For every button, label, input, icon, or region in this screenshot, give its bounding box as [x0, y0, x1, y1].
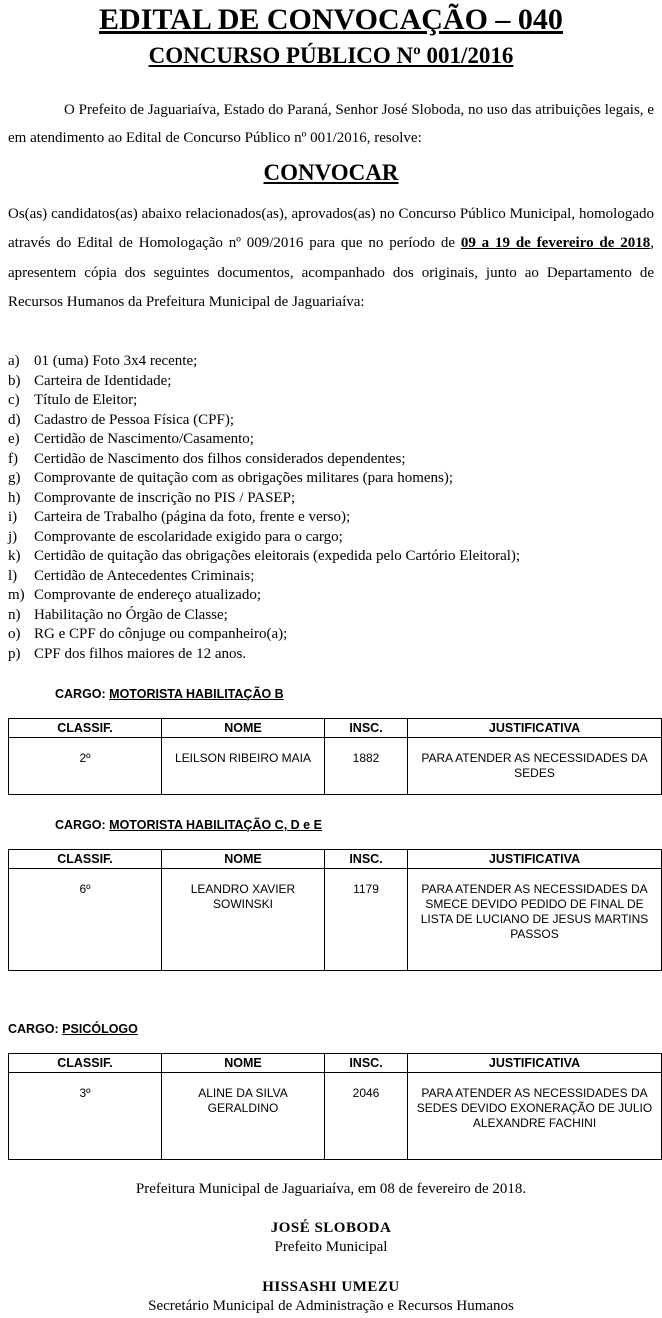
- list-letter: n): [8, 606, 21, 623]
- header-justificativa: JUSTIFICATIVA: [408, 1054, 662, 1073]
- header-justificativa: JUSTIFICATIVA: [408, 850, 662, 869]
- cell-nome: LEILSON RIBEIRO MAIA: [162, 738, 325, 795]
- document-title: EDITAL DE CONVOCAÇÃO – 040: [99, 3, 563, 36]
- list-letter: j): [8, 528, 18, 545]
- list-letter: o): [8, 626, 21, 642]
- header-insc: INSC.: [325, 719, 408, 738]
- list-letter: d): [8, 411, 21, 428]
- list-letter: g): [8, 470, 21, 486]
- header-nome: NOME: [162, 850, 325, 869]
- body-paragraph: [8, 200, 654, 318]
- cell-nome: LEANDRO XAVIER SOWINSKI: [162, 869, 325, 971]
- list-letter: h): [8, 489, 21, 506]
- list-item: [8, 586, 648, 606]
- table-header-row: [9, 850, 662, 869]
- list-letter: e): [8, 431, 20, 447]
- cell-classif: 3º: [9, 1073, 162, 1160]
- cell-insc: 1179: [325, 869, 408, 971]
- header-insc: INSC.: [325, 850, 408, 869]
- list-text: Cadastro de Pessoa Física (CPF);: [34, 411, 234, 428]
- list-letter: p): [8, 645, 21, 662]
- period-highlight: 09 a 19 de fevereiro de 2018: [460, 235, 651, 252]
- cargo-heading: [55, 686, 284, 702]
- list-text: Título de Eleitor;: [34, 392, 138, 408]
- table-row: [9, 1073, 662, 1160]
- list-item: [8, 528, 648, 548]
- body-text-end: , apresentem cópia dos seguintes documentos, acompanhado dos originais, junto ao Departamento de Recursos Humanos da Prefeitura Municipal de Jaguariaíva:: [8, 235, 654, 311]
- action-heading: CONVOCAR: [263, 160, 399, 185]
- list-letter: b): [8, 372, 21, 389]
- list-item: [8, 489, 648, 509]
- cell-insc: 1882: [325, 738, 408, 795]
- list-item: [8, 450, 648, 470]
- cell-classif: 2º: [9, 738, 162, 795]
- document-subtitle: CONCURSO PÚBLICO Nº 001/2016: [148, 43, 514, 68]
- table-header-row: [9, 719, 662, 738]
- list-text: CPF dos filhos maiores de 12 anos.: [34, 645, 247, 662]
- list-text: Certidão de Nascimento dos filhos considerados dependentes;: [34, 450, 406, 467]
- list-letter: c): [8, 392, 20, 408]
- header-classif: CLASSIF.: [9, 1054, 162, 1073]
- list-letter: i): [8, 509, 18, 525]
- list-item: [8, 352, 648, 372]
- candidates-table: [8, 718, 662, 795]
- list-text: Comprovante de quitação com as obrigações militares (para homens);: [34, 470, 454, 486]
- cargo-name: PSICÓLOGO: [62, 1022, 138, 1036]
- cargo-name: MOTORISTA HABILITAÇÃO B: [109, 687, 284, 701]
- list-text: Certidão de quitação das obrigações eleitorais (expedida pelo Cartório Eleitoral);: [34, 548, 521, 564]
- list-letter: a): [8, 353, 20, 369]
- header-classif: CLASSIF.: [9, 719, 162, 738]
- table-row: [9, 869, 662, 971]
- intro-text: O Prefeito de Jaguariaíva, Estado do Paraná, Senhor José Sloboda, no uso das atribuições legais, e em atendimento ao Edital de Concurso Público nº 001/2016, resolve:: [8, 102, 654, 146]
- list-letter: f): [8, 450, 18, 467]
- cargo-label: CARGO:: [8, 1022, 63, 1036]
- list-item: [8, 625, 648, 645]
- table-header-row: [9, 1054, 662, 1073]
- list-item: [8, 469, 648, 489]
- list-item: [8, 547, 648, 567]
- list-item: [8, 645, 648, 665]
- header-insc: INSC.: [325, 1054, 408, 1073]
- cargo-label: CARGO:: [55, 687, 110, 701]
- signer-role-secretary: Secretário Municipal de Administração e Recursos Humanos: [148, 1298, 514, 1314]
- intro-paragraph: [8, 96, 654, 152]
- list-letter: k): [8, 548, 21, 564]
- list-text: Carteira de Trabalho (página da foto, frente e verso);: [34, 509, 351, 525]
- documents-list: [8, 352, 648, 664]
- candidates-table: [8, 849, 662, 971]
- cell-justificativa: PARA ATENDER AS NECESSIDADES DA SEDES: [408, 738, 662, 795]
- table-row: [9, 738, 662, 795]
- cargo-label: CARGO:: [55, 818, 110, 832]
- list-text: Comprovante de inscrição no PIS / PASEP;: [34, 489, 296, 506]
- list-item: [8, 508, 648, 528]
- list-item: [8, 391, 648, 411]
- header-classif: CLASSIF.: [9, 850, 162, 869]
- list-item: [8, 430, 648, 450]
- header-nome: NOME: [162, 719, 325, 738]
- list-item: [8, 567, 648, 587]
- header-justificativa: JUSTIFICATIVA: [408, 719, 662, 738]
- list-text: Carteira de Identidade;: [34, 372, 172, 389]
- cell-classif: 6º: [9, 869, 162, 971]
- candidates-table: [8, 1053, 662, 1160]
- header-nome: NOME: [162, 1054, 325, 1073]
- list-letter: m): [8, 587, 25, 603]
- list-item: [8, 372, 648, 392]
- list-text: RG e CPF do cônjuge ou companheiro(a);: [34, 626, 288, 642]
- list-item: [8, 411, 648, 431]
- list-text: 01 (uma) Foto 3x4 recente;: [34, 353, 198, 369]
- place-date: Prefeitura Municipal de Jaguariaíva, em 08 de fevereiro de 2018.: [135, 1181, 527, 1197]
- cargo-heading: [8, 1021, 138, 1037]
- list-text: Comprovante de endereço atualizado;: [34, 587, 261, 603]
- signer-name-secretary: HISSASHI UMEZU: [262, 1279, 400, 1295]
- list-text: Certidão de Nascimento/Casamento;: [34, 431, 254, 447]
- list-text: Habilitação no Órgão de Classe;: [34, 606, 228, 623]
- body-text-start: Os(as) candidatos(as) abaixo relacionados(as), aprovados(as) no Concurso Público Municipal, homologado através do Edital de Homologação nº 009/2016 para que no período de: [8, 206, 654, 252]
- list-text: Certidão de Antecedentes Criminais;: [34, 567, 255, 584]
- signer-name-mayor: JOSÉ SLOBODA: [270, 1220, 392, 1236]
- cell-justificativa: PARA ATENDER AS NECESSIDADES DA SEDES DEVIDO EXONERAÇÃO DE JULIO ALEXANDRE FACHINI: [408, 1073, 662, 1160]
- cell-justificativa: PARA ATENDER AS NECESSIDADES DA SMECE DEVIDO PEDIDO DE FINAL DE LISTA DE LUCIANO DE JESUS MARTINS PASSOS: [408, 869, 662, 971]
- list-letter: l): [8, 567, 18, 584]
- cargo-heading: [55, 817, 322, 833]
- signer-role-mayor: Prefeito Municipal: [274, 1239, 388, 1255]
- list-item: [8, 606, 648, 626]
- cell-nome: ALINE DA SILVA GERALDINO: [162, 1073, 325, 1160]
- cell-insc: 2046: [325, 1073, 408, 1160]
- list-text: Comprovante de escolaridade exigido para o cargo;: [34, 528, 343, 545]
- cargo-name: MOTORISTA HABILITAÇÃO C, D e E: [109, 818, 322, 832]
